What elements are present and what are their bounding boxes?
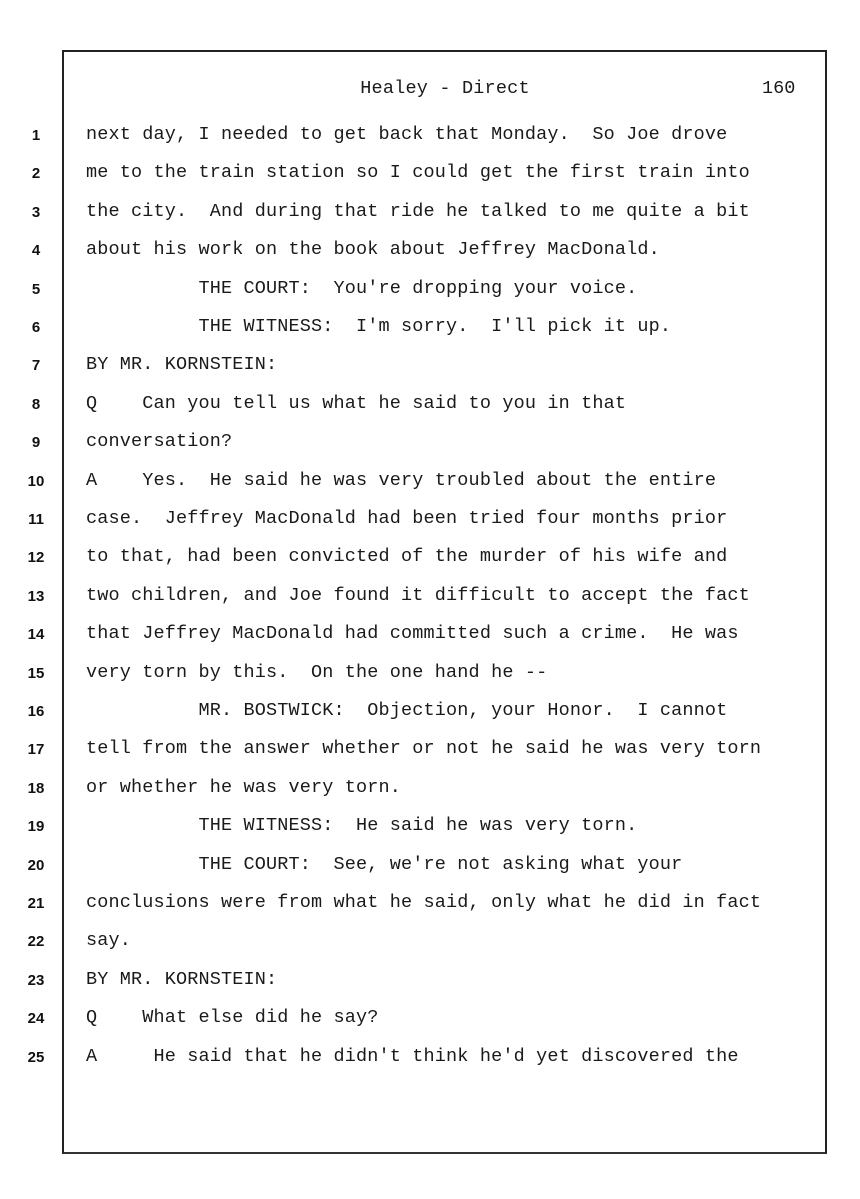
line-number: 15 bbox=[27, 664, 45, 682]
transcript-line: A He said that he didn't think he'd yet discovered the bbox=[86, 1045, 739, 1067]
line-number: 19 bbox=[27, 818, 45, 836]
line-number: 24 bbox=[27, 1010, 45, 1028]
transcript-line: two children, and Joe found it difficult to accept the fact bbox=[86, 584, 750, 606]
transcript-line: case. Jeffrey MacDonald had been tried four months prior bbox=[86, 508, 728, 529]
transcript-line: BY MR. KORNSTEIN: bbox=[86, 354, 278, 376]
transcript-line: conversation? bbox=[86, 431, 233, 453]
line-number: 7 bbox=[31, 357, 41, 375]
line-number: 9 bbox=[31, 434, 41, 452]
line-number: 13 bbox=[27, 587, 45, 605]
line-number: 18 bbox=[27, 779, 45, 797]
line-number: 17 bbox=[27, 741, 45, 759]
line-number: 21 bbox=[27, 895, 45, 912]
transcript-line: THE WITNESS: He said he was very torn. bbox=[86, 815, 638, 837]
transcript-line: tell from the answer whether or not he said he was very torn bbox=[86, 738, 762, 760]
transcript-line: Q What else did he say? bbox=[86, 1007, 379, 1029]
line-number: 8 bbox=[31, 395, 41, 413]
line-number: 25 bbox=[27, 1048, 45, 1066]
line-number: 23 bbox=[27, 971, 45, 989]
line-number: 11 bbox=[28, 511, 44, 528]
page-header-title: Healey - Direct bbox=[360, 78, 530, 99]
transcript-line: next day, I needed to get back that Monday. So Joe drove bbox=[86, 124, 728, 145]
transcript-line: that Jeffrey MacDonald had committed such a crime. He was bbox=[86, 623, 739, 645]
transcript-line: Q Can you tell us what he said to you in that bbox=[86, 392, 627, 414]
line-number: 10 bbox=[27, 472, 45, 490]
line-number: 14 bbox=[27, 626, 45, 644]
line-number: 22 bbox=[27, 933, 45, 951]
transcript-line: to that, had been convicted of the murder of his wife and bbox=[86, 546, 728, 568]
transcript-line: the city. And during that ride he talked to me quite a bit bbox=[86, 200, 750, 222]
transcript-line: MR. BOSTWICK: Objection, your Honor. I cannot bbox=[86, 700, 728, 721]
line-number: 5 bbox=[31, 280, 41, 298]
transcript-line: A Yes. He said he was very troubled about the entire bbox=[86, 469, 717, 491]
line-number: 4 bbox=[31, 242, 41, 260]
transcript-line: THE COURT: See, we're not asking what your bbox=[86, 853, 683, 875]
line-number: 20 bbox=[27, 856, 45, 874]
transcript-line: BY MR. KORNSTEIN: bbox=[86, 968, 278, 990]
line-number: 16 bbox=[27, 703, 45, 720]
line-number: 1 bbox=[31, 127, 41, 144]
transcript-line: say. bbox=[86, 930, 132, 952]
line-number: 6 bbox=[31, 319, 41, 336]
transcript-line: THE WITNESS: I'm sorry. I'll pick it up. bbox=[86, 316, 672, 337]
transcript-line: or whether he was very torn. bbox=[86, 776, 402, 798]
transcript-line: THE COURT: You're dropping your voice. bbox=[86, 277, 638, 299]
line-number: 3 bbox=[31, 203, 41, 221]
line-number: 2 bbox=[31, 165, 41, 183]
line-number: 12 bbox=[27, 549, 45, 567]
transcript-line: conclusions were from what he said, only what he did in fact bbox=[86, 892, 762, 913]
page-number: 160 bbox=[762, 78, 796, 99]
transcript-line: about his work on the book about Jeffrey MacDonald. bbox=[86, 239, 660, 261]
transcript-line: very torn by this. On the one hand he -- bbox=[86, 661, 548, 683]
transcript-line: me to the train station so I could get the first train into bbox=[86, 162, 750, 184]
